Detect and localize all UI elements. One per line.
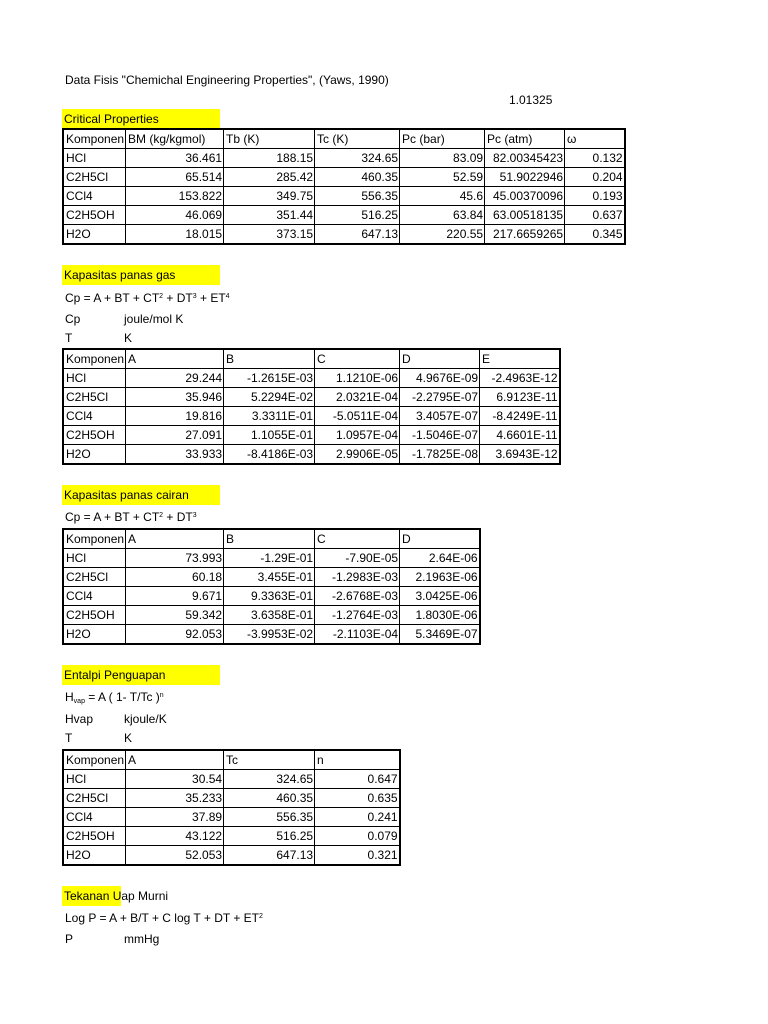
value-cell: -2.6768E-03 bbox=[315, 587, 400, 606]
value-cell: -2.2795E-07 bbox=[400, 388, 480, 407]
table-row bbox=[63, 187, 625, 206]
value-cell: 1.1055E-01 bbox=[224, 426, 315, 445]
enthalpy-temp-unit: K bbox=[124, 731, 133, 745]
component-name-cell: C2H5Cl bbox=[63, 168, 126, 187]
value-cell: 29.244 bbox=[126, 369, 224, 388]
component-name-cell: C2H5Cl bbox=[63, 789, 126, 808]
value-cell: 46.069 bbox=[126, 206, 224, 225]
value-cell: 516.25 bbox=[315, 206, 400, 225]
value-cell: -3.9953E-02 bbox=[224, 625, 315, 645]
value-cell: 51.9022946 bbox=[485, 168, 565, 187]
value-cell: 0.079 bbox=[315, 827, 400, 846]
conversion-value: 1.01325 bbox=[509, 93, 553, 107]
value-cell: 52.053 bbox=[126, 846, 224, 866]
column-header: Tc bbox=[224, 750, 315, 770]
value-cell: 4.9676E-09 bbox=[400, 369, 480, 388]
value-cell: 324.65 bbox=[224, 770, 315, 789]
column-header: ω bbox=[565, 129, 625, 149]
component-name-cell: CCl4 bbox=[63, 808, 126, 827]
enthalpy-table bbox=[62, 749, 401, 866]
value-cell: 37.89 bbox=[126, 808, 224, 827]
value-cell: 65.514 bbox=[126, 168, 224, 187]
value-cell: 5.2294E-02 bbox=[224, 388, 315, 407]
value-cell: 647.13 bbox=[315, 225, 400, 245]
value-cell: 63.00518135 bbox=[485, 206, 565, 225]
table-row bbox=[63, 388, 560, 407]
value-cell: 45.6 bbox=[400, 187, 485, 206]
value-cell: 9.3363E-01 bbox=[224, 587, 315, 606]
value-cell: 35.946 bbox=[126, 388, 224, 407]
component-name-cell: CCl4 bbox=[63, 587, 126, 606]
value-cell: 82.00345423 bbox=[485, 149, 565, 168]
column-header: D bbox=[400, 529, 480, 549]
column-header: Tc (K) bbox=[315, 129, 400, 149]
cp-gas-equation: Cp = A + BT + $CT^2 + DT^3 + ET^4$ bbox=[65, 291, 230, 305]
column-header: D bbox=[400, 349, 480, 369]
value-cell: 73.993 bbox=[126, 549, 224, 568]
value-cell: -2.4963E-12 bbox=[480, 369, 560, 388]
value-cell: -7.90E-05 bbox=[315, 549, 400, 568]
critical-properties-heading: Critical Properties bbox=[62, 109, 220, 129]
vapor-pressure-unit-value: mmHg bbox=[124, 932, 160, 946]
value-cell: 188.15 bbox=[224, 149, 315, 168]
value-cell: 0.647 bbox=[315, 770, 400, 789]
value-cell: 1.0957E-04 bbox=[315, 426, 400, 445]
component-name-cell: HCl bbox=[63, 549, 126, 568]
component-name-cell: C2H5OH bbox=[63, 426, 126, 445]
value-cell: 33.933 bbox=[126, 445, 224, 465]
table-row bbox=[63, 568, 480, 587]
value-cell: 460.35 bbox=[315, 168, 400, 187]
component-name-cell: H2O bbox=[63, 445, 126, 465]
component-name-cell: C2H5OH bbox=[63, 606, 126, 625]
value-cell: 0.345 bbox=[565, 225, 625, 245]
value-cell: 0.241 bbox=[315, 808, 400, 827]
component-name-cell: HCl bbox=[63, 770, 126, 789]
value-cell: 6.9123E-11 bbox=[480, 388, 560, 407]
value-cell: 4.6601E-11 bbox=[480, 426, 560, 445]
value-cell: 217.6659265 bbox=[485, 225, 565, 245]
value-cell: 63.84 bbox=[400, 206, 485, 225]
component-name-cell: C2H5OH bbox=[63, 206, 126, 225]
value-cell: 83.09 bbox=[400, 149, 485, 168]
value-cell: 3.0425E-06 bbox=[400, 587, 480, 606]
column-header: Pc (bar) bbox=[400, 129, 485, 149]
header-row bbox=[63, 529, 480, 549]
value-cell: 373.15 bbox=[224, 225, 315, 245]
table-row bbox=[63, 426, 560, 445]
table-row bbox=[63, 149, 625, 168]
column-header: E bbox=[480, 349, 560, 369]
enthalpy-unit-symbol: Hvap bbox=[65, 712, 94, 726]
value-cell: 0.204 bbox=[565, 168, 625, 187]
column-header: BM (kg/kgmol) bbox=[126, 129, 224, 149]
enthalpy-temp-symbol: T bbox=[65, 731, 73, 745]
header-row bbox=[63, 750, 400, 770]
enthalpy-unit-value: kjoule/K bbox=[124, 712, 167, 726]
value-cell: 220.55 bbox=[400, 225, 485, 245]
value-cell: 2.64E-06 bbox=[400, 549, 480, 568]
value-cell: 285.42 bbox=[224, 168, 315, 187]
vapor-pressure-heading: Tekanan Uap Murni bbox=[62, 886, 168, 906]
value-cell: 324.65 bbox=[315, 149, 400, 168]
column-header: C bbox=[315, 349, 400, 369]
component-name-cell: CCl4 bbox=[63, 407, 126, 426]
component-name-cell: HCl bbox=[63, 149, 126, 168]
value-cell: 36.461 bbox=[126, 149, 224, 168]
table-row bbox=[63, 407, 560, 426]
cp-gas-temp-symbol: T bbox=[65, 331, 73, 345]
vapor-pressure-unit-symbol: P bbox=[65, 932, 74, 946]
table-row bbox=[63, 770, 400, 789]
value-cell: 0.193 bbox=[565, 187, 625, 206]
value-cell: 0.637 bbox=[565, 206, 625, 225]
value-cell: 52.59 bbox=[400, 168, 485, 187]
column-header: B bbox=[224, 529, 315, 549]
component-name-cell: C2H5Cl bbox=[63, 568, 126, 587]
table-row bbox=[63, 168, 625, 187]
value-cell: -1.2615E-03 bbox=[224, 369, 315, 388]
value-cell: 43.122 bbox=[126, 827, 224, 846]
column-header: A bbox=[126, 750, 224, 770]
table-row bbox=[63, 789, 400, 808]
table-row bbox=[63, 225, 625, 245]
value-cell: 5.3469E-07 bbox=[400, 625, 480, 645]
value-cell: -2.1103E-04 bbox=[315, 625, 400, 645]
value-cell: 0.635 bbox=[315, 789, 400, 808]
value-cell: 45.00370096 bbox=[485, 187, 565, 206]
header-row bbox=[63, 129, 625, 149]
table-row bbox=[63, 587, 480, 606]
value-cell: 2.1963E-06 bbox=[400, 568, 480, 587]
cp-liquid-table bbox=[62, 528, 481, 645]
value-cell: 18.015 bbox=[126, 225, 224, 245]
cp-liquid-heading: Kapasitas panas cairan bbox=[62, 485, 220, 505]
vapor-pressure-equation: Log P = A + B/T + C log T + DT + $ET^2$ bbox=[65, 911, 263, 925]
value-cell: 349.75 bbox=[224, 187, 315, 206]
component-name-cell: CCl4 bbox=[63, 187, 126, 206]
table-row bbox=[63, 606, 480, 625]
component-name-cell: C2H5Cl bbox=[63, 388, 126, 407]
header-row bbox=[63, 349, 560, 369]
value-cell: -1.29E-01 bbox=[224, 549, 315, 568]
column-header: A bbox=[126, 529, 224, 549]
column-header: B bbox=[224, 349, 315, 369]
value-cell: -1.5046E-07 bbox=[400, 426, 480, 445]
value-cell: 3.4057E-07 bbox=[400, 407, 480, 426]
column-header: Komponen bbox=[63, 529, 126, 549]
enthalpy-heading: Entalpi Penguapan bbox=[62, 665, 220, 685]
column-header: Komponen bbox=[63, 349, 126, 369]
table-row bbox=[63, 445, 560, 465]
value-cell: 351.44 bbox=[224, 206, 315, 225]
value-cell: -1.7825E-08 bbox=[400, 445, 480, 465]
column-header: Pc (atm) bbox=[485, 129, 565, 149]
value-cell: 35.233 bbox=[126, 789, 224, 808]
column-header: Tb (K) bbox=[224, 129, 315, 149]
value-cell: 0.132 bbox=[565, 149, 625, 168]
component-name-cell: H2O bbox=[63, 846, 126, 866]
value-cell: -8.4186E-03 bbox=[224, 445, 315, 465]
table-row bbox=[63, 549, 480, 568]
column-header: C bbox=[315, 529, 400, 549]
component-name-cell: H2O bbox=[63, 625, 126, 645]
value-cell: 2.9906E-05 bbox=[315, 445, 400, 465]
value-cell: 92.053 bbox=[126, 625, 224, 645]
table-row bbox=[63, 206, 625, 225]
table-row bbox=[63, 846, 400, 866]
table-row bbox=[63, 827, 400, 846]
value-cell: -5.0511E-04 bbox=[315, 407, 400, 426]
value-cell: 460.35 bbox=[224, 789, 315, 808]
cp-liquid-equation: Cp = A + BT + $CT^2 + DT^3$ bbox=[65, 510, 197, 524]
value-cell: 0.321 bbox=[315, 846, 400, 866]
value-cell: 647.13 bbox=[224, 846, 315, 866]
cp-gas-heading: Kapasitas panas gas bbox=[62, 265, 220, 285]
cp-gas-table bbox=[62, 348, 561, 465]
component-name-cell: HCl bbox=[63, 369, 126, 388]
column-header: n bbox=[315, 750, 400, 770]
value-cell: 30.54 bbox=[126, 770, 224, 789]
table-row bbox=[63, 369, 560, 388]
value-cell: 153.822 bbox=[126, 187, 224, 206]
table-row bbox=[63, 625, 480, 645]
value-cell: 556.35 bbox=[315, 187, 400, 206]
value-cell: 60.18 bbox=[126, 568, 224, 587]
value-cell: 556.35 bbox=[224, 808, 315, 827]
value-cell: -1.2764E-03 bbox=[315, 606, 400, 625]
value-cell: 516.25 bbox=[224, 827, 315, 846]
cp-gas-temp-unit: K bbox=[124, 331, 133, 345]
column-header: A bbox=[126, 349, 224, 369]
value-cell: 2.0321E-04 bbox=[315, 388, 400, 407]
value-cell: 27.091 bbox=[126, 426, 224, 445]
cp-gas-unit-value: joule/mol K bbox=[124, 312, 184, 326]
value-cell: 59.342 bbox=[126, 606, 224, 625]
value-cell: 3.6358E-01 bbox=[224, 606, 315, 625]
value-cell: 19.816 bbox=[126, 407, 224, 426]
value-cell: 1.8030E-06 bbox=[400, 606, 480, 625]
cp-gas-unit-symbol: Cp bbox=[65, 312, 81, 326]
component-name-cell: H2O bbox=[63, 225, 126, 245]
value-cell: -8.4249E-11 bbox=[480, 407, 560, 426]
enthalpy-equation: $H_{vap} = A$ ( 1- T/Tc )$^n$ bbox=[65, 690, 164, 705]
value-cell: 3.455E-01 bbox=[224, 568, 315, 587]
document-title: Data Fisis "Chemichal Engineering Properties", (Yaws, 1990) bbox=[65, 73, 389, 87]
value-cell: 3.6943E-12 bbox=[480, 445, 560, 465]
column-header: Komponen bbox=[63, 129, 126, 149]
table-row bbox=[63, 808, 400, 827]
value-cell: -1.2983E-03 bbox=[315, 568, 400, 587]
component-name-cell: C2H5OH bbox=[63, 827, 126, 846]
value-cell: 9.671 bbox=[126, 587, 224, 606]
column-header: Komponen bbox=[63, 750, 126, 770]
value-cell: 1.1210E-06 bbox=[315, 369, 400, 388]
value-cell: 3.3311E-01 bbox=[224, 407, 315, 426]
critical-properties-table bbox=[62, 128, 626, 245]
